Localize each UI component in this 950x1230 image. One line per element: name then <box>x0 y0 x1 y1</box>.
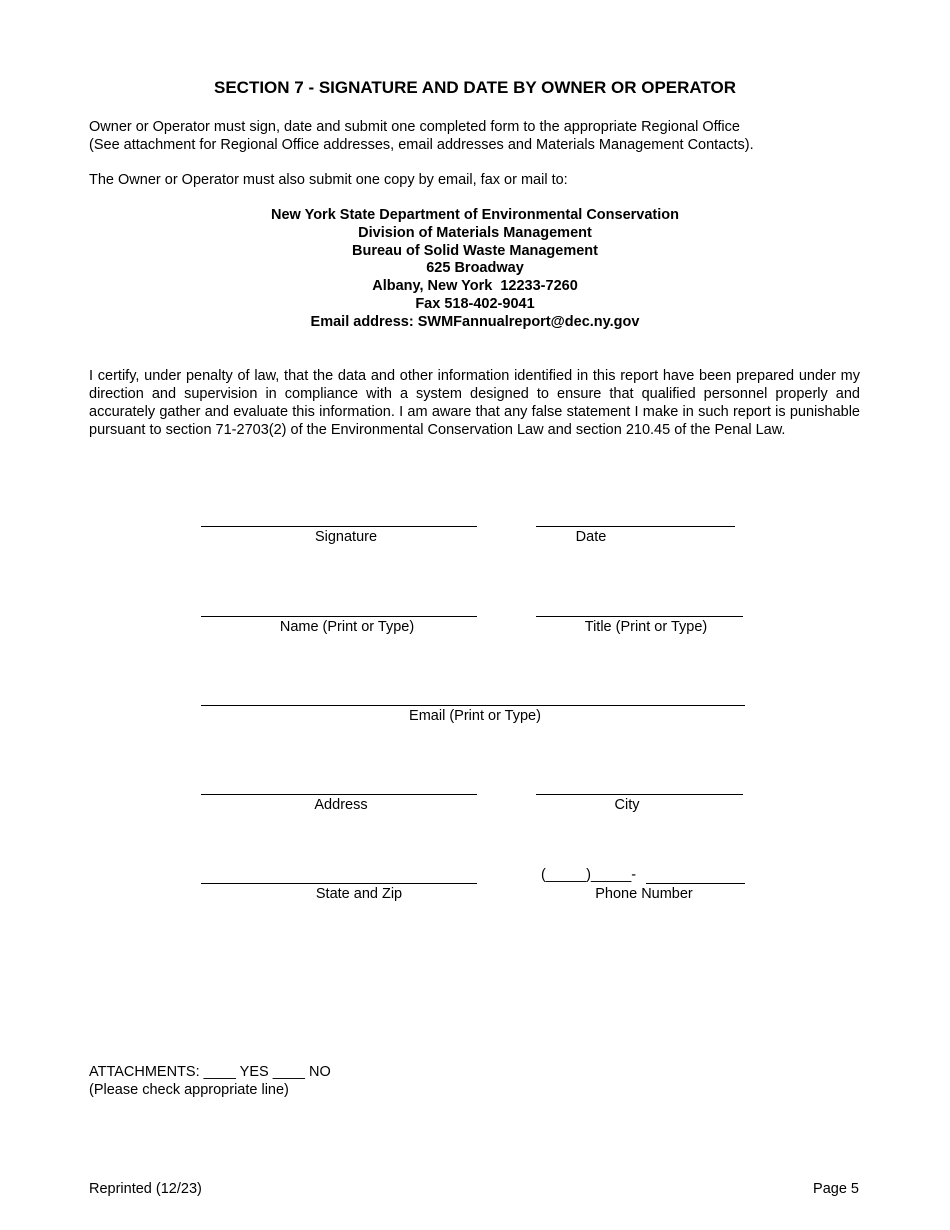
city-line[interactable] <box>536 794 743 795</box>
date-line[interactable] <box>536 526 735 527</box>
footer-page-number: Page 5 <box>813 1181 859 1197</box>
address-line: New York State Department of Environmental Conservation <box>271 207 679 223</box>
footer-reprint: Reprinted (12/23) <box>89 1181 202 1197</box>
city-label: City <box>614 797 640 813</box>
intro-line: Owner or Operator must sign, date and submit one completed form to the appropriate Regional Office <box>89 119 740 135</box>
address-line: Albany, New York 12233-7260 <box>372 278 578 295</box>
address-line: Bureau of Solid Waste Management <box>352 242 598 259</box>
attachments-options[interactable]: ATTACHMENTS: ____ YES ____ NO <box>89 1064 331 1080</box>
name-label: Name (Print or Type) <box>279 619 415 635</box>
phone-line[interactable] <box>646 883 745 884</box>
intro-text <box>89 118 860 154</box>
date-label: Date <box>575 529 607 545</box>
intro-line: (See attachment for Regional Office addresses, email addresses and Materials Management Contacts). <box>89 137 754 153</box>
email-line[interactable] <box>201 705 745 706</box>
title-line[interactable] <box>536 616 743 617</box>
section-title: SECTION 7 - SIGNATURE AND DATE BY OWNER OR OPERATOR <box>214 78 736 97</box>
address-line-field[interactable] <box>201 794 477 795</box>
address-label: Address <box>314 797 368 813</box>
state-zip-line[interactable] <box>201 883 477 884</box>
state-zip-label: State and Zip <box>315 886 403 902</box>
address-line: 625 Broadway <box>426 260 524 277</box>
copy-instruction: The Owner or Operator must also submit one copy by email, fax or mail to: <box>89 172 568 188</box>
address-line: Email address: SWMFannualreport@dec.ny.gov <box>310 313 640 330</box>
title-label: Title (Print or Type) <box>584 619 708 635</box>
phone-format: (_____)_____- <box>541 867 637 883</box>
certification-text: I certify, under penalty of law, that the data and other information identified in this report have been prepared under my direction and supervision in compliance with a system designed to ensure that qualified personnel properly and accurately gather and evaluate this information. I am aware that any false statement I make in such report is punishable pursuant to section 71-2703(2) of the Environmental Conservation Law and section 210.45 of the Penal Law. <box>89 368 860 438</box>
address-line: Fax 518-402-9041 <box>415 295 535 312</box>
phone-label: Phone Number <box>595 886 693 902</box>
signature-line[interactable] <box>201 526 477 527</box>
signature-label: Signature <box>314 529 378 545</box>
email-label: Email (Print or Type) <box>409 708 541 724</box>
name-line[interactable] <box>201 616 477 617</box>
address-line: Division of Materials Management <box>358 224 592 241</box>
attachments-note: (Please check appropriate line) <box>89 1082 289 1098</box>
mailing-address <box>0 207 950 332</box>
